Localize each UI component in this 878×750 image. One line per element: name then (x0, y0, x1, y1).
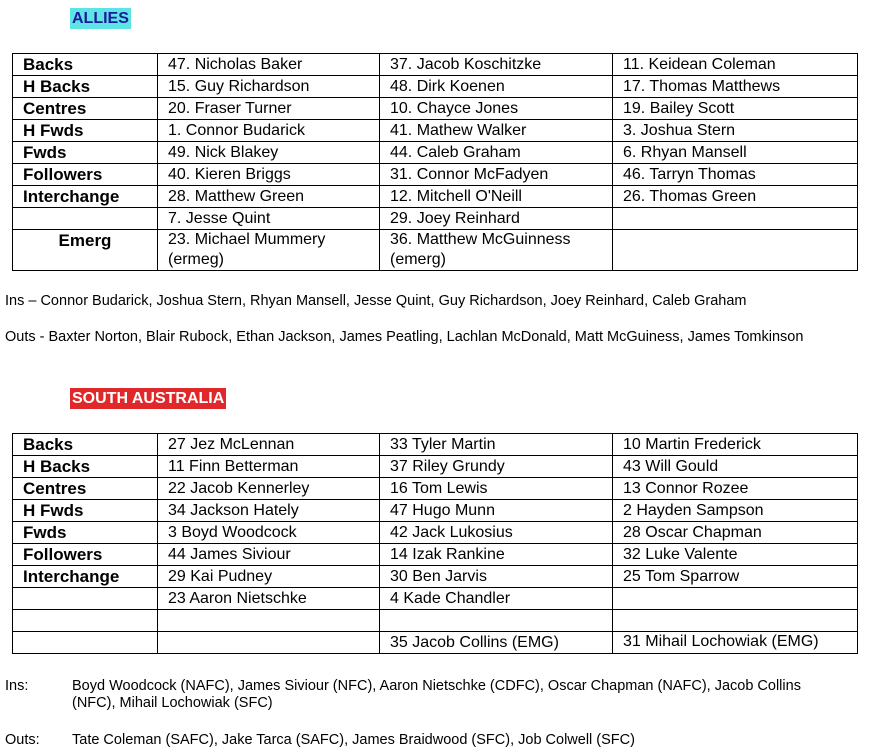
allies-player-cell: 7. Jesse Quint (158, 208, 380, 230)
south-australia-outs-label: Outs: (5, 732, 40, 748)
south-australia-player-cell: 33 Tyler Martin (380, 434, 613, 456)
south-australia-position-label: Centres (13, 478, 158, 500)
south-australia-ins-label: Ins: (5, 678, 29, 694)
allies-position-label: Fwds (13, 142, 158, 164)
allies-position-label: H Backs (13, 76, 158, 98)
allies-player-cell: 6. Rhyan Mansell (613, 142, 858, 164)
south-australia-player-cell: 43 Will Gould (613, 456, 858, 478)
south-australia-position-label: H Backs (13, 456, 158, 478)
allies-player-cell: 37. Jacob Koschitzke (380, 54, 613, 76)
allies-player-cell: 17. Thomas Matthews (613, 76, 858, 98)
south-australia-table-row (13, 544, 858, 566)
allies-table-row (13, 164, 858, 186)
allies-player-cell: 48. Dirk Koenen (380, 76, 613, 98)
allies-player-cell: 49. Nick Blakey (158, 142, 380, 164)
allies-table-row (13, 208, 858, 230)
allies-table-row (13, 76, 858, 98)
south-australia-player-cell: 14 Izak Rankine (380, 544, 613, 566)
south-australia-player-cell (158, 610, 380, 632)
south-australia-player-cell: 16 Tom Lewis (380, 478, 613, 500)
south-australia-player-cell: 27 Jez McLennan (158, 434, 380, 456)
south-australia-outs-text: Tate Coleman (SAFC), Jake Tarca (SAFC), James Braidwood (SFC), Job Colwell (SFC) (72, 732, 635, 748)
allies-player-cell: 3. Joshua Stern (613, 120, 858, 142)
south-australia-player-cell: 10 Martin Frederick (613, 434, 858, 456)
south-australia-ins-text: Boyd Woodcock (NAFC), James Siviour (NFC), Aaron Nietschke (CDFC), Oscar Chapman (NAFC), Jacob Collins (NFC), Mihail Lochowiak (SFC) (72, 678, 801, 711)
allies-table-row (13, 54, 858, 76)
allies-player-cell: 41. Mathew Walker (380, 120, 613, 142)
allies-table-row (13, 230, 858, 271)
south-australia-player-cell: 32 Luke Valente (613, 544, 858, 566)
south-australia-player-cell: 3 Boyd Woodcock (158, 522, 380, 544)
south-australia-player-cell: 44 James Siviour (158, 544, 380, 566)
south-australia-player-cell: 2 Hayden Sampson (613, 500, 858, 522)
south-australia-team-label: SOUTH AUSTRALIA (72, 390, 225, 407)
south-australia-player-cell: 34 Jackson Hately (158, 500, 380, 522)
allies-position-label: Emerg (13, 230, 158, 271)
south-australia-table-row (13, 434, 858, 456)
allies-player-cell: 10. Chayce Jones (380, 98, 613, 120)
south-australia-table-row (13, 522, 858, 544)
allies-player-cell: 44. Caleb Graham (380, 142, 613, 164)
allies-player-cell: 12. Mitchell O'Neill (380, 186, 613, 208)
allies-player-cell: 40. Kieren Briggs (158, 164, 380, 186)
allies-player-cell: 20. Fraser Turner (158, 98, 380, 120)
allies-player-cell: 28. Matthew Green (158, 186, 380, 208)
south-australia-position-label (13, 610, 158, 632)
south-australia-position-label: H Fwds (13, 500, 158, 522)
allies-position-label: Followers (13, 164, 158, 186)
south-australia-table-row (13, 478, 858, 500)
south-australia-player-cell: 13 Connor Rozee (613, 478, 858, 500)
allies-table-row (13, 142, 858, 164)
south-australia-table-row (13, 566, 858, 588)
south-australia-position-label: Fwds (13, 522, 158, 544)
allies-position-label: H Fwds (13, 120, 158, 142)
allies-position-label: Centres (13, 98, 158, 120)
south-australia-position-label: Backs (13, 434, 158, 456)
south-australia-position-label: Interchange (13, 566, 158, 588)
south-australia-player-cell (613, 588, 858, 610)
south-australia-player-cell: 35 Jacob Collins (EMG) (380, 632, 613, 654)
allies-position-label (13, 208, 158, 230)
south-australia-player-cell: 29 Kai Pudney (158, 566, 380, 588)
allies-player-cell: 29. Joey Reinhard (380, 208, 613, 230)
south-australia-table-row (13, 632, 858, 654)
allies-player-cell: 11. Keidean Coleman (613, 54, 858, 76)
south-australia-player-cell: 4 Kade Chandler (380, 588, 613, 610)
south-australia-player-cell (380, 610, 613, 632)
allies-position-label: Interchange (13, 186, 158, 208)
allies-ins-line: Ins – Connor Budarick, Joshua Stern, Rhyan Mansell, Jesse Quint, Guy Richardson, Joey Reinhard, Caleb Graham (5, 293, 747, 309)
allies-player-cell: 1. Connor Budarick (158, 120, 380, 142)
south-australia-player-cell: 47 Hugo Munn (380, 500, 613, 522)
south-australia-player-cell: 31 Mihail Lochowiak (EMG) (613, 632, 858, 654)
south-australia-player-cell: 37 Riley Grundy (380, 456, 613, 478)
allies-table-row (13, 186, 858, 208)
south-australia-table-row (13, 588, 858, 610)
allies-table-row (13, 98, 858, 120)
allies-player-cell: 23. Michael Mummery (ermeg) (158, 230, 380, 271)
south-australia-position-label (13, 632, 158, 654)
allies-player-cell: 36. Matthew McGuinness (emerg) (380, 230, 613, 271)
south-australia-table-row (13, 610, 858, 632)
allies-player-cell: 19. Bailey Scott (613, 98, 858, 120)
allies-player-cell: 46. Tarryn Thomas (613, 164, 858, 186)
allies-player-cell: 26. Thomas Green (613, 186, 858, 208)
allies-player-cell: 47. Nicholas Baker (158, 54, 380, 76)
allies-position-label: Backs (13, 54, 158, 76)
allies-player-cell: 31. Connor McFadyen (380, 164, 613, 186)
south-australia-position-label (13, 588, 158, 610)
south-australia-position-label: Followers (13, 544, 158, 566)
allies-player-cell (613, 208, 858, 230)
south-australia-player-cell (158, 632, 380, 654)
allies-player-cell: 15. Guy Richardson (158, 76, 380, 98)
allies-table-row (13, 120, 858, 142)
south-australia-player-cell (613, 610, 858, 632)
allies-team-label: ALLIES (72, 10, 129, 27)
south-australia-lineup-table (12, 433, 858, 654)
allies-player-cell (613, 230, 858, 271)
south-australia-player-cell: 22 Jacob Kennerley (158, 478, 380, 500)
south-australia-player-cell: 11 Finn Betterman (158, 456, 380, 478)
allies-outs-line: Outs - Baxter Norton, Blair Rubock, Ethan Jackson, James Peatling, Lachlan McDonald, Matt McGuiness, James Tomkinson (5, 329, 804, 345)
south-australia-player-cell: 42 Jack Lukosius (380, 522, 613, 544)
south-australia-table-row (13, 456, 858, 478)
south-australia-player-cell: 30 Ben Jarvis (380, 566, 613, 588)
allies-lineup-table (12, 53, 858, 271)
south-australia-player-cell: 25 Tom Sparrow (613, 566, 858, 588)
south-australia-table-row (13, 500, 858, 522)
south-australia-player-cell: 23 Aaron Nietschke (158, 588, 380, 610)
south-australia-player-cell: 28 Oscar Chapman (613, 522, 858, 544)
